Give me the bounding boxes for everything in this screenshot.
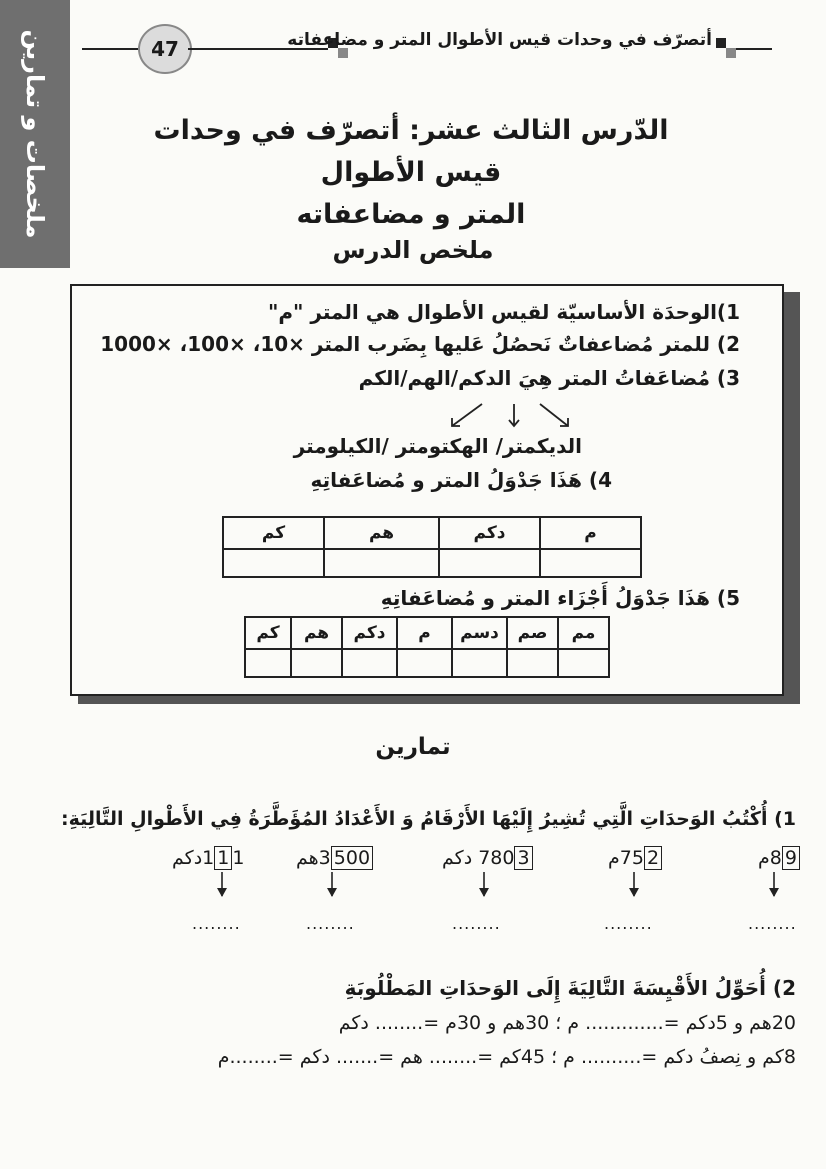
table-header-cell: كم — [245, 617, 291, 649]
table-header-cell: هم — [291, 617, 342, 649]
header-title: أتصرّف في وحدات قيس الأطوال المتر و مضاعفاته — [287, 30, 712, 50]
table-cell — [291, 649, 342, 677]
summary-line-4: الديكمتر/ الهكتومتر /الكيلومتر — [293, 434, 582, 458]
exercise-2-prompt: 2) أُحَوِّلُ الأَقْيِسَةَ التَّالِيَةَ إِلَى الوَحدَاتِ المَطْلُوبَةِ — [344, 976, 796, 1000]
table-cell — [342, 649, 397, 677]
table-header-cell: مم — [558, 617, 609, 649]
answer-blank[interactable]: ........ — [748, 914, 797, 933]
table-header-cell: دكم — [342, 617, 397, 649]
table-cell — [324, 549, 439, 577]
meter-table-header-row — [223, 517, 641, 549]
meter-table-empty-row — [223, 549, 641, 577]
header-ornament — [726, 48, 736, 58]
measure-rest: 3هم — [296, 847, 331, 869]
table-cell — [558, 649, 609, 677]
answer-blank[interactable]: ........ — [306, 914, 355, 933]
answer-blank[interactable]: ........ — [604, 914, 653, 933]
side-tab-label: ملخصات و تمارين — [21, 29, 49, 239]
table-header-cell: دكم — [439, 517, 540, 549]
lesson-title-line: المتر و مضاعفاته — [296, 199, 526, 230]
summary-line-3: 3) مُضاعَفاتُ المتر هِيَ الدكم/الهم/الكم — [358, 366, 740, 390]
down-arrow-icon — [628, 872, 640, 898]
measure-item — [758, 846, 800, 870]
down-arrow-icon — [326, 872, 338, 898]
meter-parts-empty-row — [245, 649, 609, 677]
branch-arrows — [442, 400, 582, 432]
measure-item — [172, 846, 244, 870]
measure-item — [296, 846, 373, 870]
header-rule-left — [82, 48, 138, 50]
lesson-title-line: الدّرس الثالث عشر: أتصرّف في وحدات قيس الأطوال — [153, 115, 669, 188]
measure-item — [608, 846, 662, 870]
table-header-cell: صم — [507, 617, 558, 649]
page-number: 47 — [138, 24, 192, 74]
table-header-cell: هم — [324, 517, 439, 549]
measure-item — [442, 846, 533, 870]
measure-rest: 8م — [758, 847, 782, 869]
answer-blank[interactable]: ........ — [192, 914, 241, 933]
down-arrow-icon — [216, 872, 228, 898]
table-cell — [439, 549, 540, 577]
header-ornament — [716, 38, 726, 48]
summary-line-5: 4) هَذَا جَدْوَلُ المتر و مُضاعَفاتِهِ — [310, 468, 612, 492]
boxed-digit: 2 — [644, 846, 662, 870]
exercise-2-line-1[interactable]: 20هم و 5دكم =............. م ؛ 30هم و 30م =........ دكم — [338, 1012, 796, 1034]
down-arrow-icon — [768, 872, 780, 898]
table-cell — [223, 549, 324, 577]
table-header-cell: كم — [223, 517, 324, 549]
summary-line-6: 5) هَذَا جَدْوَلُ أَجْزَاء المتر و مُضاعَفاتِهِ — [380, 586, 740, 610]
down-arrow-icon — [478, 872, 490, 898]
summary-line-2: 2) للمتر مُضاعفاتٌ نَحصُلُ عَليها بِضَرب المتر ×10، ×100، ×1000 — [100, 332, 740, 356]
boxed-digit: 1 — [214, 846, 232, 870]
table-cell — [245, 649, 291, 677]
boxed-digit: 9 — [782, 846, 800, 870]
table-cell — [397, 649, 452, 677]
side-tab — [0, 0, 70, 268]
table-cell — [540, 549, 641, 577]
meter-parts-table — [244, 616, 610, 678]
boxed-digit: 3 — [514, 846, 532, 870]
answer-blank[interactable]: ........ — [452, 914, 501, 933]
measure-rest: 1دكم — [172, 847, 215, 869]
summary-title: ملخص الدرس — [332, 236, 494, 264]
exercises-title: تمارين — [375, 734, 451, 760]
table-cell — [452, 649, 507, 677]
exercise-1-prompt: 1) أُكْتُبُ الوَحدَاتِ الَّتِي تُشِيرُ إِلَيْهَا الأَرْقَامُ وَ الأَعْدَادُ المُؤَطَّرَةُ فِي الأَطْوالِ التَّالِيَةِ: — [60, 808, 796, 830]
table-header-cell: م — [397, 617, 452, 649]
lesson-title — [120, 110, 702, 236]
measure-rest: 780 دكم — [442, 847, 515, 869]
summary-box — [70, 284, 784, 696]
measure-rest: 75م — [608, 847, 644, 869]
boxed-digit: 500 — [331, 846, 373, 870]
summary-line-1: 1)الوحدَة الأساسيّة لقيس الأطوال هي المتر "م" — [267, 300, 740, 324]
measure-lead: 1 — [232, 847, 245, 869]
table-header-cell: دسم — [452, 617, 507, 649]
meter-table — [222, 516, 642, 578]
table-cell — [507, 649, 558, 677]
meter-parts-header-row — [245, 617, 609, 649]
exercise-2-line-2[interactable]: 8كم و نِصفُ دكم =.......... م ؛ 45كم =........ هم =....... دكم =........م — [217, 1046, 796, 1068]
table-header-cell: م — [540, 517, 641, 549]
